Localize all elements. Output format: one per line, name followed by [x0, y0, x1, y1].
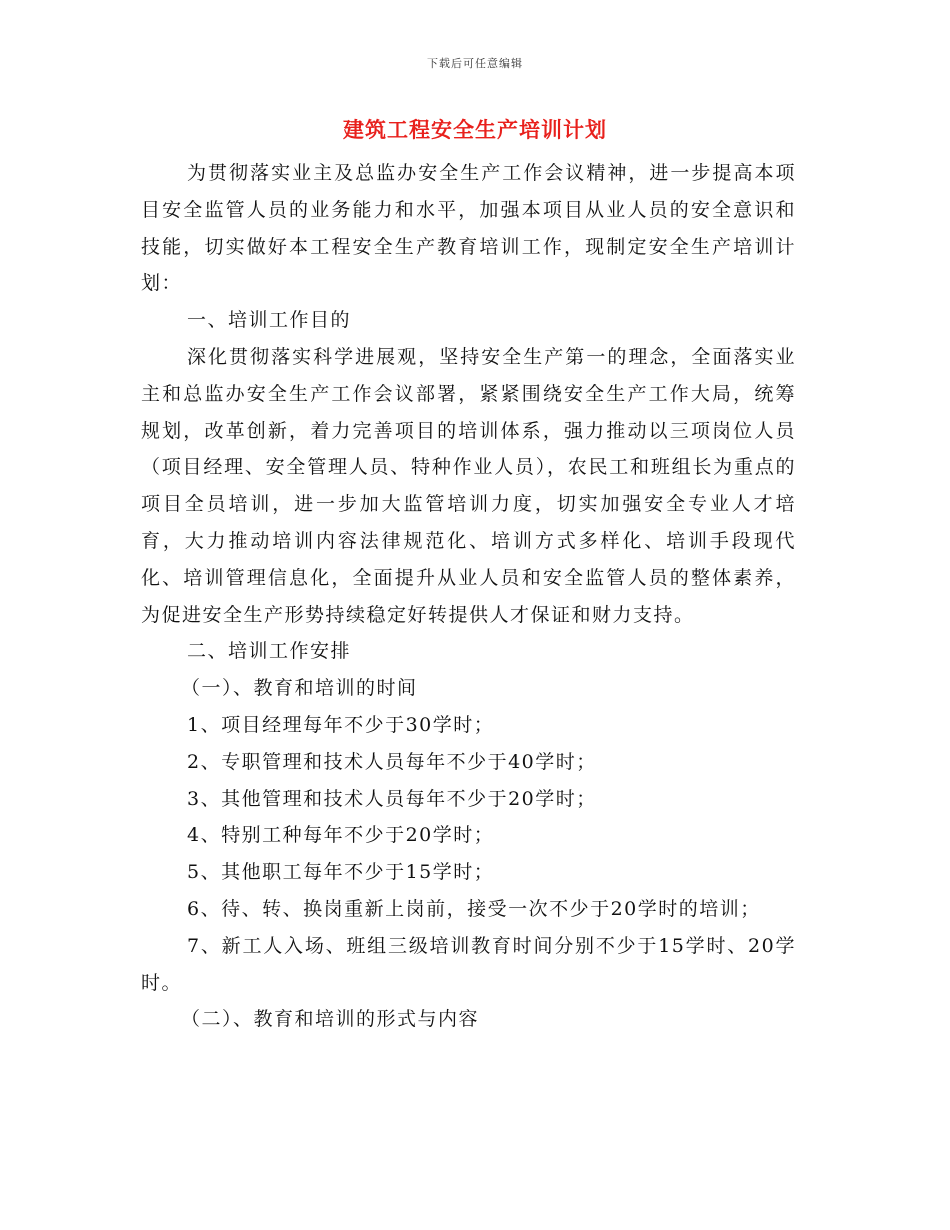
list-item: 2、专职管理和技术人员每年不少于40学时； — [187, 750, 597, 773]
document-body — [141, 155, 796, 1038]
section2-heading: 二、培训工作安排 — [187, 640, 352, 663]
intro-paragraph: 为贯彻落实业主及总监办安全生产工作会议精神，进一步提高本项目安全监管人员的业务能力和水平，加强本项目从业人员的安全意识和技能，切实做好本工程安全生产教育培训工作，现制定安全生产培训计划： — [141, 162, 796, 295]
document-title: 建筑工程安全生产培训计划 — [343, 117, 607, 142]
list-item: 6、待、转、换岗重新上岗前，接受一次不少于20学时的培训； — [187, 897, 761, 920]
list-item: 4、特别工种每年不少于20学时； — [187, 824, 495, 847]
sub2-heading: （二）、教育和培训的形式与内容 — [181, 1008, 480, 1031]
section1-body: 深化贯彻落实科学进展观，坚持安全生产第一的理念，全面落实业主和总监办安全生产工作会议部署，紧紧围绕安全生产工作大局，统筹规划，改革创新，着力完善项目的培训体系，强力推动以三项岗位人员（项目经理、安全管理人员、特种作业人员），农民工和班组长为重点的项目全员培训，进一步加大监管培训力度，切实加强安全专业人才培育，大力推动培训内容法律规范化、培训方式多样化、培训手段现代化、培训管理信息化，全面提升从业人员和安全监管人员的整体素养，为促进安全生产形势持续稳定好转提供人才保证和财力支持。 — [141, 345, 796, 626]
list-item: 7、新工人入场、班组三级培训教育时间分别不少于15学时、20学时。 — [141, 934, 796, 994]
header-note: 下载后可任意编辑 — [427, 57, 523, 70]
list-item: 1、项目经理每年不少于30学时； — [187, 713, 495, 736]
list-item: 5、其他职工每年不少于15学时； — [187, 861, 495, 884]
sub1-heading: （一）、教育和培训的时间 — [181, 677, 418, 700]
list-item: 3、其他管理和技术人员每年不少于20学时； — [187, 787, 597, 810]
section1-heading: 一、培训工作目的 — [187, 309, 352, 332]
